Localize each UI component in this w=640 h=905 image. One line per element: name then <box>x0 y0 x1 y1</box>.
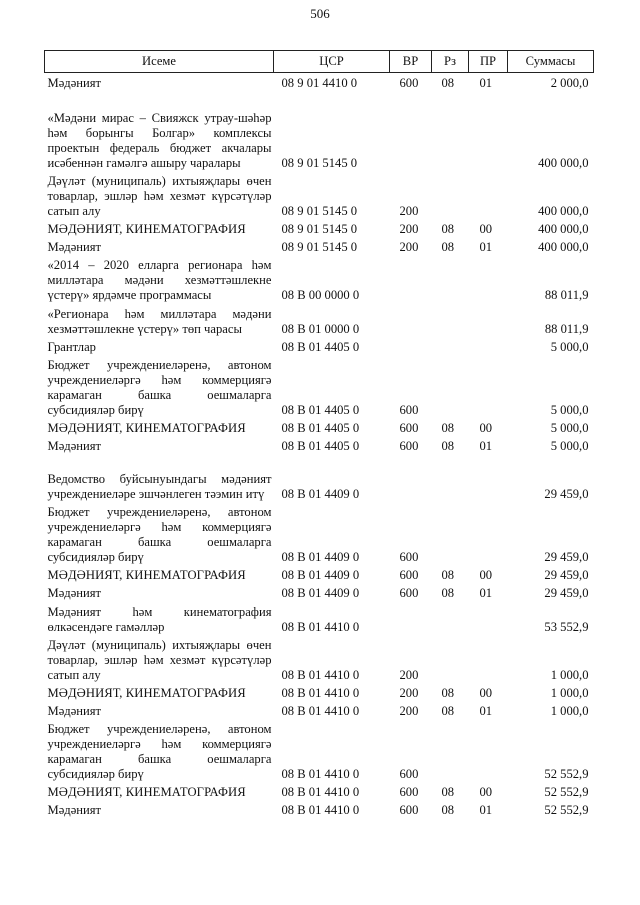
row-csr: 08 В 01 4409 0 <box>281 585 360 600</box>
table-row <box>45 454 594 502</box>
row-vr <box>390 91 432 171</box>
row-pr <box>469 454 508 502</box>
row-rz <box>432 337 469 355</box>
row-rz <box>432 171 469 219</box>
row-sum: 2 000,0 <box>550 75 589 90</box>
header-pr: ПР <box>469 51 508 73</box>
row-vr <box>390 255 432 303</box>
row-vr: 600 <box>399 585 419 600</box>
row-pr <box>469 337 508 355</box>
table-row <box>45 601 594 635</box>
row-name: МӘДӘНИЯТ, КИНЕМАТОГРАФИЯ <box>47 784 246 799</box>
row-sum: 29 459,0 <box>544 585 589 600</box>
row-vr <box>390 303 432 337</box>
row-pr <box>469 719 508 782</box>
row-rz <box>432 719 469 782</box>
row-rz <box>432 601 469 635</box>
row-pr <box>469 171 508 219</box>
row-sum: 5 000,0 <box>550 420 589 435</box>
row-vr: 200 <box>399 703 419 718</box>
page-number: 506 <box>310 6 330 21</box>
row-vr: 600 <box>399 420 419 435</box>
row-pr: 01 <box>479 239 493 254</box>
row-rz <box>432 635 469 683</box>
table-row <box>45 635 594 683</box>
row-name: МӘДӘНИЯТ, КИНЕМАТОГРАФИЯ <box>47 567 246 582</box>
row-csr: 08 9 01 5145 0 <box>281 155 358 170</box>
row-rz <box>432 454 469 502</box>
row-sum: 29 459,0 <box>544 567 589 582</box>
row-rz <box>432 255 469 303</box>
table-row <box>45 719 594 782</box>
row-name: «Регионара һәм милләтара мәдәни хезмәттәшлекне үстерү» төп чарасы <box>47 306 272 336</box>
table-row <box>45 800 594 818</box>
row-vr: 600 <box>399 802 419 817</box>
table-row <box>45 303 594 337</box>
row-rz: 08 <box>441 784 455 799</box>
row-name: Мәдәният <box>47 75 102 90</box>
row-sum: 88 011,9 <box>544 287 589 302</box>
table-row <box>45 502 594 565</box>
row-sum: 52 552,9 <box>544 802 589 817</box>
row-vr: 200 <box>399 221 419 236</box>
row-pr <box>469 502 508 565</box>
row-pr: 01 <box>479 75 493 90</box>
table-row <box>45 683 594 701</box>
row-vr: 600 <box>399 766 419 781</box>
table-row <box>45 782 594 800</box>
row-csr: 08 В 00 0000 0 <box>281 287 360 302</box>
row-name: Бюджет учреждениеләренә, автоном учреждениеләргә һәм коммерциягә карамаган башка оешмаларга субсидияләр бирү <box>47 721 272 781</box>
table-row <box>45 418 594 436</box>
row-name: МӘДӘНИЯТ, КИНЕМАТОГРАФИЯ <box>47 685 246 700</box>
row-csr: 08 В 01 4405 0 <box>281 438 360 453</box>
header-csr: ЦСР <box>274 51 390 73</box>
row-csr: 08 В 01 4410 0 <box>281 619 360 634</box>
row-sum: 5 000,0 <box>550 339 589 354</box>
row-pr: 01 <box>479 438 493 453</box>
row-csr: 08 9 01 5145 0 <box>281 203 358 218</box>
row-sum: 5 000,0 <box>550 402 589 417</box>
row-name: Мәдәният <box>47 703 102 718</box>
row-name: «2014 – 2020 елларга регионара һәм милләтара мәдәни хезмәттәшлекне үстерү» ярдәмче программасы <box>47 257 272 302</box>
row-rz: 08 <box>441 802 455 817</box>
row-sum: 1 000,0 <box>550 685 589 700</box>
row-name: Мәдәният <box>47 239 102 254</box>
row-vr: 600 <box>399 402 419 417</box>
table-row <box>45 565 594 583</box>
header-name: Исеме <box>45 51 274 73</box>
row-pr: 01 <box>479 703 493 718</box>
table-row <box>45 355 594 418</box>
row-csr: 08 В 01 4405 0 <box>281 420 360 435</box>
row-sum: 400 000,0 <box>538 203 589 218</box>
row-rz: 08 <box>441 420 455 435</box>
row-rz: 08 <box>441 239 455 254</box>
row-pr <box>469 355 508 418</box>
table-row <box>45 583 594 601</box>
row-name: Мәдәният <box>47 438 102 453</box>
row-csr: 08 В 01 4410 0 <box>281 667 360 682</box>
row-vr <box>390 337 432 355</box>
row-pr <box>469 91 508 171</box>
row-pr: 01 <box>479 585 493 600</box>
budget-table <box>44 50 594 818</box>
row-vr: 200 <box>399 203 419 218</box>
row-sum: 400 000,0 <box>538 239 589 254</box>
row-rz: 08 <box>441 585 455 600</box>
row-csr: 08 В 01 4405 0 <box>281 339 360 354</box>
row-name: Мәдәният <box>47 585 102 600</box>
row-rz <box>432 502 469 565</box>
row-vr: 200 <box>399 685 419 700</box>
row-rz: 08 <box>441 75 455 90</box>
row-sum: 88 011,9 <box>544 321 589 336</box>
row-vr: 600 <box>399 549 419 564</box>
header-vr: ВР <box>390 51 432 73</box>
row-csr: 08 В 01 4410 0 <box>281 802 360 817</box>
row-sum: 5 000,0 <box>550 438 589 453</box>
table-row <box>45 436 594 454</box>
row-pr <box>469 255 508 303</box>
row-pr: 00 <box>479 221 493 236</box>
row-name: Дәүләт (муниципаль) ихтыяҗлары өчен товарлар, эшләр һәм хезмәт күрсәтүләр сатып алу <box>47 173 272 218</box>
row-name: Мәдәният һәм кинематография өлкәсендәге гамәлләр <box>47 604 272 634</box>
table-row <box>45 73 594 91</box>
row-rz: 08 <box>441 221 455 236</box>
table-row <box>45 701 594 719</box>
row-name: «Мәдәни мирас – Свияжск утрау-шәһәр һәм борынгы Болгар» комплексы проектын федераль бюджет акчалары исәбеннән гамәлгә ашыру чаралары <box>47 110 272 170</box>
table-row <box>45 237 594 255</box>
row-sum: 29 459,0 <box>544 549 589 564</box>
row-rz: 08 <box>441 438 455 453</box>
row-pr: 00 <box>479 420 493 435</box>
row-csr: 08 9 01 5145 0 <box>281 221 358 236</box>
row-csr: 08 В 01 4410 0 <box>281 766 360 781</box>
row-sum: 400 000,0 <box>538 155 589 170</box>
row-sum: 53 552,9 <box>544 619 589 634</box>
row-name: Бюджет учреждениеләренә, автоном учреждениеләргә һәм коммерциягә карамаган башка оешмаларга субсидияләр бирү <box>47 357 272 417</box>
row-csr: 08 9 01 5145 0 <box>281 239 358 254</box>
row-name: Мәдәният <box>47 802 102 817</box>
table-row <box>45 171 594 219</box>
row-pr: 00 <box>479 567 493 582</box>
header-sum: Суммасы <box>508 51 594 73</box>
row-pr: 01 <box>479 802 493 817</box>
row-csr: 08 В 01 4410 0 <box>281 784 360 799</box>
row-csr: 08 9 01 4410 0 <box>281 75 358 90</box>
row-pr: 00 <box>479 685 493 700</box>
row-pr <box>469 635 508 683</box>
row-sum: 1 000,0 <box>550 667 589 682</box>
row-rz: 08 <box>441 703 455 718</box>
row-csr: 08 В 01 4409 0 <box>281 567 360 582</box>
table-header-row <box>45 51 594 73</box>
row-name: Грантлар <box>47 339 96 354</box>
row-csr: 08 В 01 4410 0 <box>281 685 360 700</box>
row-name: Бюджет учреждениеләренә, автоном учреждениеләргә һәм коммерциягә карамаган башка оешмаларга субсидияләр бирү <box>47 504 272 564</box>
row-sum: 52 552,9 <box>544 784 589 799</box>
row-csr: 08 В 01 4410 0 <box>281 703 360 718</box>
row-vr: 200 <box>399 239 419 254</box>
row-name: Дәүләт (муниципаль) ихтыяҗлары өчен товарлар, эшләр һәм хезмәт күрсәтүләр сатып алу <box>47 637 272 682</box>
row-csr: 08 В 01 4409 0 <box>281 486 360 501</box>
row-rz <box>432 303 469 337</box>
row-vr: 200 <box>399 667 419 682</box>
row-name: МӘДӘНИЯТ, КИНЕМАТОГРАФИЯ <box>47 221 246 236</box>
row-vr <box>390 601 432 635</box>
row-vr: 600 <box>399 567 419 582</box>
row-sum: 29 459,0 <box>544 486 589 501</box>
row-pr: 00 <box>479 784 493 799</box>
table-row <box>45 91 594 171</box>
table-row <box>45 219 594 237</box>
header-rz: Рз <box>432 51 469 73</box>
row-vr: 600 <box>399 75 419 90</box>
row-vr: 600 <box>399 438 419 453</box>
row-sum: 1 000,0 <box>550 703 589 718</box>
row-rz <box>432 91 469 171</box>
row-sum: 52 552,9 <box>544 766 589 781</box>
row-vr: 600 <box>399 784 419 799</box>
row-rz: 08 <box>441 567 455 582</box>
row-pr <box>469 303 508 337</box>
row-sum: 400 000,0 <box>538 221 589 236</box>
table-row <box>45 337 594 355</box>
row-csr: 08 В 01 0000 0 <box>281 321 360 336</box>
row-rz: 08 <box>441 685 455 700</box>
table-row <box>45 255 594 303</box>
row-csr: 08 В 01 4409 0 <box>281 549 360 564</box>
row-vr <box>390 454 432 502</box>
row-name: МӘДӘНИЯТ, КИНЕМАТОГРАФИЯ <box>47 420 246 435</box>
row-pr <box>469 601 508 635</box>
row-name: Ведомство буйсынуындагы мәдәният учреждениеләре эшчәнлеген тәэмин итү <box>47 471 272 501</box>
row-csr: 08 В 01 4405 0 <box>281 402 360 417</box>
row-rz <box>432 355 469 418</box>
